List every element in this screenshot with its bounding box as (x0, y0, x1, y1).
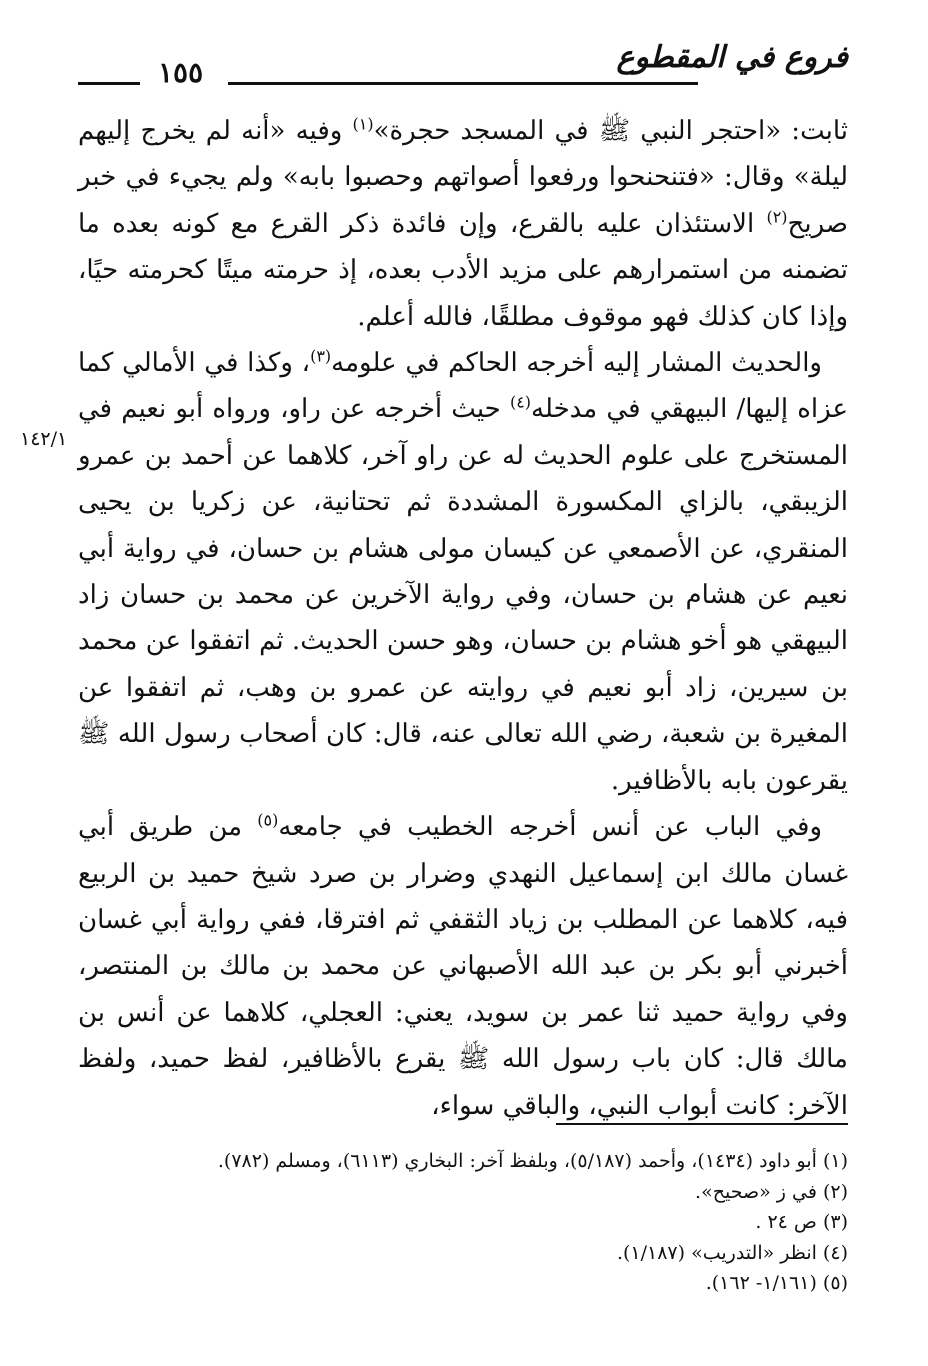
footnote-1: (١) أبو داود (١٤٣٤)، وأحمد (٥/١٨٧)، وبلفظ آخر: البخاري (٦١١٣)، ومسلم (٧٨٢). (217, 1150, 848, 1172)
footnotes (78, 1146, 848, 1299)
text-run: ، وكذا في الأمالي كما عزاه إليها/ البيهقي في مدخله (78, 348, 849, 425)
running-title: فروع في المقطوع (616, 40, 848, 75)
footnote-separator (556, 1123, 848, 1125)
text-run: وفيه «أنه لم يخرج إليهم ليلة» وقال: «فتنحنحوا ورفعوا أصواتهم وحصبوا بابه» ولم يجيء في خبر صريح (78, 116, 848, 239)
footnote-ref-5: (٥) (257, 810, 279, 830)
footnote-5: (٥) (١/١٦١- ١٦٢). (705, 1272, 848, 1295)
text-run: حيث أخرجه عن راو، ورواه أبو نعيم في المستخرج على علوم الحديث له عن راو آخر، كلاهما عن أحمد بن عمرو الزيبقي، بالزاي المكسورة المشددة ثم تحتانية، عن زكريا بن يحيى المنقري، عن الأصمعي عن كيسان مولى هشام بن حسان، في رواية أبي نعيم عن هشام بن حسان، وفي رواية الآخرين عن محمد بن حسان زاد البيهقي هو أخو هشام بن حسان، وهو حسن الحديث. ثم اتفقوا عن محمد بن سيرين، زاد أبو نعيم في روايته عن عمرو بن وهب، ثم اتفقوا عن المغيرة بن شعبة، رضي الله تعالى عنه، قال: كان أصحاب رسول الله ﷺ يقرعون بابه بالأظافير. (78, 394, 848, 796)
page-header (78, 40, 848, 94)
footnote-2: (٢) في ز «صحيح». (695, 1180, 848, 1203)
footnote-4: (٤) انظر «التدريب» (١/١٨٧). (616, 1241, 848, 1264)
main-text (78, 108, 848, 1129)
header-rule (228, 82, 698, 85)
paragraph-3 (78, 804, 848, 1129)
footnote-ref-1: (١) (352, 114, 374, 134)
text-run: والحديث المشار إليه أخرجه الحاكم في علومه (331, 348, 822, 379)
text-run: الاستئذان عليه بالقرع، وإن فائدة ذكر القرع مع كونه بعده ما تضمنه من استمرارهم على مزيد الأدب بعده، إذ حرمته ميتًا كحرمته حيًا، وإذا كان كذلك فهو موقوف مطلقًا، فالله أعلم. (78, 208, 848, 332)
paragraph-1 (78, 108, 848, 340)
footnote-ref-2: (٢) (766, 207, 788, 227)
paragraph-2 (78, 340, 848, 804)
page-number: ١٥٥ (158, 56, 204, 89)
margin-folio-note: ١٤٢/١ (20, 428, 68, 450)
text-run: من طريق أبي غسان مالك ابن إسماعيل النهدي وضرار بن صرد شيخ حميد بن الربيع فيه، كلاهما عن المطلب بن زياد الثقفي ثم افترقا، ففي رواية أبي غسان أخبرني أبو بكر بن عبد الله الأصبهاني عن محمد بن مالك بن المنتصر، وفي رواية حميد ثنا عمر بن سويد، يعني: العجلي، كلاهما عن أنس بن مالك قال: كان باب رسول الله ﷺ يقرع بالأظافير، لفظ حميد، ولفظ الآخر: كانت أبواب النبي، والباقي سواء، (78, 812, 848, 1121)
header-rule-short (78, 82, 140, 85)
text-run: وفي الباب عن أنس أخرجه الخطيب في جامعه (278, 812, 822, 843)
footnote-ref-4: (٤) (509, 392, 532, 412)
footnote-3: (٣) ص ٢٤ . (755, 1211, 848, 1234)
text-run: ثابت: «احتجر النبي ﷺ في المسجد حجرة» (373, 116, 848, 146)
footnote-ref-3: (٣) (310, 346, 332, 366)
